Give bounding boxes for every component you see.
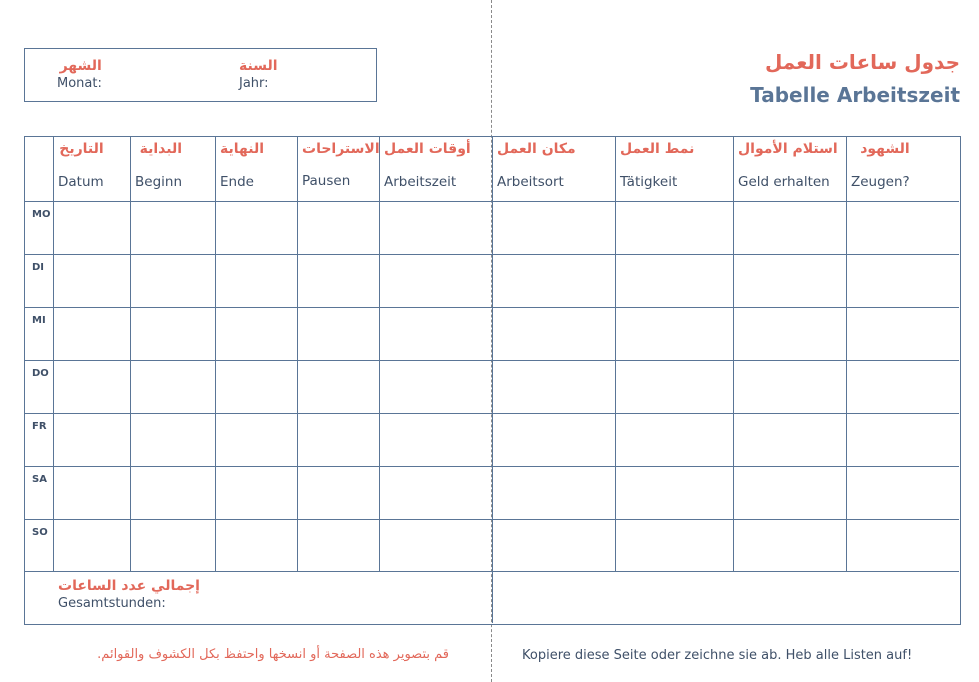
row-line: [25, 466, 959, 467]
column-line: [615, 137, 616, 571]
total-hours-field[interactable]: [58, 578, 200, 611]
row-line: [25, 571, 959, 572]
column-header-ar: الشهود: [860, 141, 910, 157]
column-header-breaks: [302, 141, 380, 189]
column-line: [130, 137, 131, 571]
column-line: [733, 137, 734, 571]
column-line: [846, 137, 847, 571]
row-line: [25, 360, 959, 361]
day-label-wednesday: MI: [32, 315, 46, 326]
column-header-ar: مكان العمل: [497, 141, 576, 157]
column-header-de: Tätigkeit: [620, 174, 678, 190]
day-label-thursday: DO: [32, 368, 49, 379]
footer-note-de: Kopiere diese Seite oder zeichne sie ab. Heb alle Listen auf!: [522, 648, 913, 663]
total-hours-label-de: Gesamtstunden:: [58, 596, 166, 611]
day-label-saturday: SA: [32, 474, 47, 485]
column-header-working-time: [384, 141, 471, 190]
column-header-ar: نمط العمل: [620, 141, 695, 157]
column-header-ar: الاستراحات: [302, 141, 380, 157]
column-header-de: Geld erhalten: [738, 174, 830, 190]
column-header-ar: التاريخ: [59, 141, 104, 157]
column-header-de: Arbeitszeit: [384, 174, 457, 190]
page-title-de: Tabelle Arbeitszeit: [750, 83, 960, 107]
row-line: [25, 254, 959, 255]
column-header-de: Datum: [58, 174, 104, 190]
column-header-ar: أوقات العمل: [384, 141, 471, 157]
column-header-de: Pausen: [302, 173, 351, 189]
month-label-de: Monat:: [57, 76, 102, 91]
column-header-de: Ende: [220, 174, 254, 190]
month-year-box: [24, 48, 377, 102]
row-line: [25, 307, 959, 308]
column-header-witnesses: [851, 141, 910, 190]
column-header-activity: [620, 141, 694, 190]
column-header-payment: [738, 141, 838, 190]
column-header-start: [135, 141, 182, 190]
timesheet-table: [24, 136, 961, 625]
column-header-end: [220, 141, 264, 190]
day-label-friday: FR: [32, 421, 47, 432]
column-header-ar: البداية: [139, 141, 182, 157]
footer-note-ar: قم بتصوير هذه الصفحة أو انسخها واحتفظ بكل الكشوف والقوائم.: [97, 647, 449, 662]
row-line: [25, 201, 959, 202]
row-line: [25, 413, 959, 414]
month-field[interactable]: [57, 58, 102, 91]
page-title-ar: جدول ساعات العمل: [764, 50, 960, 74]
year-label-de: Jahr:: [239, 76, 269, 91]
year-label-ar: السنة: [239, 58, 278, 74]
column-header-date: [58, 141, 104, 190]
column-line: [215, 137, 216, 571]
column-line: [379, 137, 380, 571]
column-header-de: Beginn: [135, 174, 182, 190]
column-header-ar: النهاية: [220, 141, 265, 157]
month-label-ar: الشهر: [59, 58, 102, 74]
day-label-tuesday: DI: [32, 262, 45, 273]
row-line: [25, 519, 959, 520]
column-header-de: Arbeitsort: [497, 174, 564, 190]
column-header-de: Zeugen?: [851, 174, 910, 190]
column-header-workplace: [497, 141, 576, 190]
year-field[interactable]: [239, 58, 278, 91]
column-header-ar: استلام الأموال: [738, 141, 838, 157]
column-line: [53, 137, 54, 571]
table-mid-line: [492, 137, 493, 623]
column-line: [297, 137, 298, 571]
day-label-monday: MO: [32, 209, 51, 220]
day-label-sunday: SO: [32, 527, 48, 538]
total-hours-label-ar: إجمالي عدد الساعات: [58, 578, 200, 594]
